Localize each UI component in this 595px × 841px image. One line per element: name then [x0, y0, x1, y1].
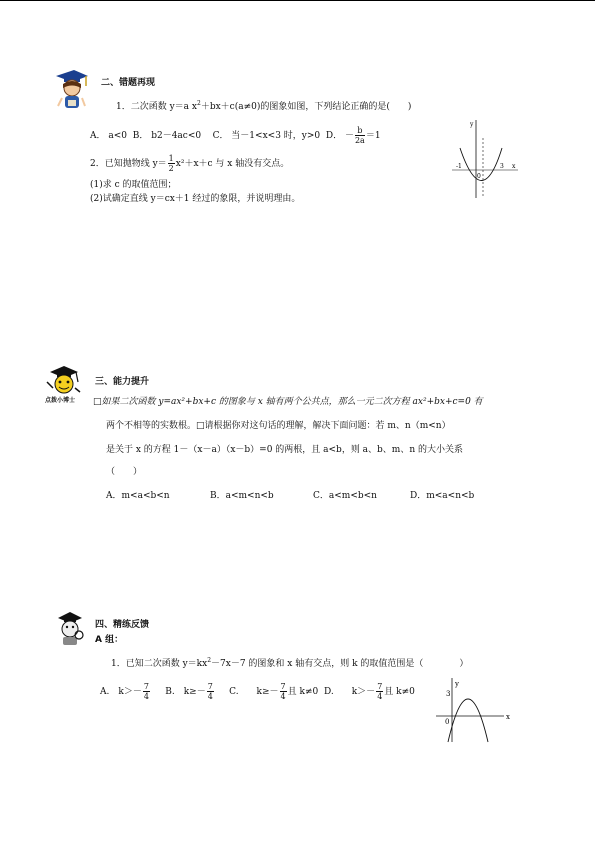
s4-opt-a-fraction: [143, 682, 150, 701]
s2-q1-opt-c: C． 当－1<x<3 时，y>0: [212, 131, 321, 141]
s4-opt-a-num: 7: [143, 682, 149, 691]
s4-opt-d-den: 4: [377, 692, 383, 701]
s4-q1-sup: 2: [207, 657, 212, 664]
s2-q2-part1: (1)求 c 的取值范围；: [90, 180, 177, 190]
s2-tick-neg1: -1: [456, 163, 462, 170]
s4-opt-b-den: 4: [207, 692, 213, 701]
s2-q2-fraction: [168, 154, 175, 173]
s4-opt-b-pre: B. k≥－: [165, 687, 206, 697]
s3-opt-d: D．m<a<n<b: [410, 491, 475, 501]
s4-opt-d-post: 且 k≠0: [384, 687, 415, 697]
s3-para-line-1: □如果二次函数 y=ax²+bx+c 的图象与 x 轴有两个公共点，那么一元二次方程 ax²+bx+c=0 有: [93, 397, 483, 407]
s4-q1-post: －7x－7 的图象和 x 轴有交点，则 k 的取值范围是（ ）: [211, 659, 469, 669]
s2-q2-frac-den: 2: [168, 164, 174, 173]
s3-para-line-3: 是关于 x 的方程 1－（x－a）（x－b）=0 的两根，且 a<b，则 a、b、m、n 的大小关系: [106, 445, 464, 455]
s2-x-label: x: [512, 163, 516, 170]
s4-parabola-curve: [448, 699, 488, 742]
s4-question-1: [111, 656, 468, 669]
s2-q1-stem-rest: ＋bx＋c(a≠0)的图象如图，下列结论正确的是( ): [200, 102, 412, 112]
section-3-title: 三、能力提升: [95, 377, 150, 387]
s2-q2-part2: (2)试确定直线 y＝cx＋1 经过的象限，并说明理由。: [90, 194, 301, 204]
s2-q1-sup: 2: [196, 100, 201, 107]
s4-opt-c-den: 4: [280, 692, 286, 701]
s2-q1-opt-d-den: 2a: [354, 136, 365, 145]
s4-opt-c-post: 且 k≠0: [287, 687, 319, 697]
s4-tick-3: 3: [446, 690, 451, 698]
s2-q1-opt-d-post: ＝1: [365, 131, 381, 141]
scholar-mascot-icon: [52, 610, 88, 646]
s3-opt-a: A．m<a<b<n: [106, 491, 170, 501]
s4-opt-b-num: 7: [207, 682, 213, 691]
s2-tick-0: 0: [477, 173, 481, 180]
s2-q1-opt-a: A． a<0: [90, 131, 127, 141]
s2-q1-opt-b: B． b2－4ac<0: [132, 131, 202, 141]
s2-parabola-graph: [452, 118, 522, 200]
s2-y-label: y: [470, 121, 474, 128]
s2-q2-stem-post: x²＋x＋c 与 x 轴没有交点。: [175, 159, 290, 169]
s2-q1-options: [90, 126, 381, 145]
s4-q1-options: [100, 682, 415, 701]
s4-parabola-graph: [436, 676, 516, 744]
section-2-title: 二、错题再现: [101, 78, 156, 88]
s4-opt-c-num: 7: [280, 682, 286, 691]
s4-y-label: y: [455, 680, 459, 688]
top-rule: [0, 0, 595, 1]
s2-q1-stem: 1．二次函数 y＝a x: [116, 102, 197, 112]
s2-q1-opt-d-fraction: [355, 126, 365, 145]
s4-opt-d-fraction: [376, 682, 383, 701]
s2-parabola-svg: [452, 118, 522, 200]
s2-question-1: [116, 99, 411, 112]
s2-question-2: [90, 154, 289, 173]
section-4-title: 四、精练反馈: [95, 620, 150, 630]
mascot-caption: 点拨小博士: [45, 397, 76, 404]
s4-opt-a-den: 4: [143, 692, 149, 701]
s4-opt-c-pre: C. k≥－: [229, 687, 279, 697]
s4-x-label: x: [506, 713, 510, 721]
s2-q2-frac-num: 1: [168, 154, 174, 163]
s2-parabola-curve: [460, 148, 502, 181]
s3-opt-b: B．a<m<n<b: [210, 491, 274, 501]
s4-origin: 0: [445, 718, 450, 726]
s4-opt-d-num: 7: [377, 682, 383, 691]
s4-group-label: A 组：: [95, 635, 124, 645]
s3-para-line-4: （ ）: [106, 467, 143, 477]
s3-opt-c: C．a<m<b<n: [313, 491, 377, 501]
s4-parabola-svg: [436, 676, 516, 744]
s2-q1-opt-d-pre: D． －: [325, 131, 354, 141]
s2-q2-stem-pre: 2．已知抛物线 y＝: [90, 159, 167, 169]
s2-q1-opt-d-num: b: [355, 126, 365, 136]
s4-opt-b-fraction: [207, 682, 214, 701]
s3-para-line-2: 两个不相等的实数根。□请根据你对这句话的理解，解决下面问题：若 m、n（m<n）: [106, 421, 451, 431]
s2-tick-3: 3: [500, 163, 504, 170]
s4-opt-a-pre: A. k＞－: [100, 687, 142, 697]
scholar-mascot-icon: [52, 66, 90, 112]
s4-opt-c-fraction: [280, 682, 287, 701]
s4-q1-pre: 1．已知二次函数 y＝kx: [111, 659, 208, 669]
s4-opt-d-pre: D. k＞－: [323, 687, 376, 697]
